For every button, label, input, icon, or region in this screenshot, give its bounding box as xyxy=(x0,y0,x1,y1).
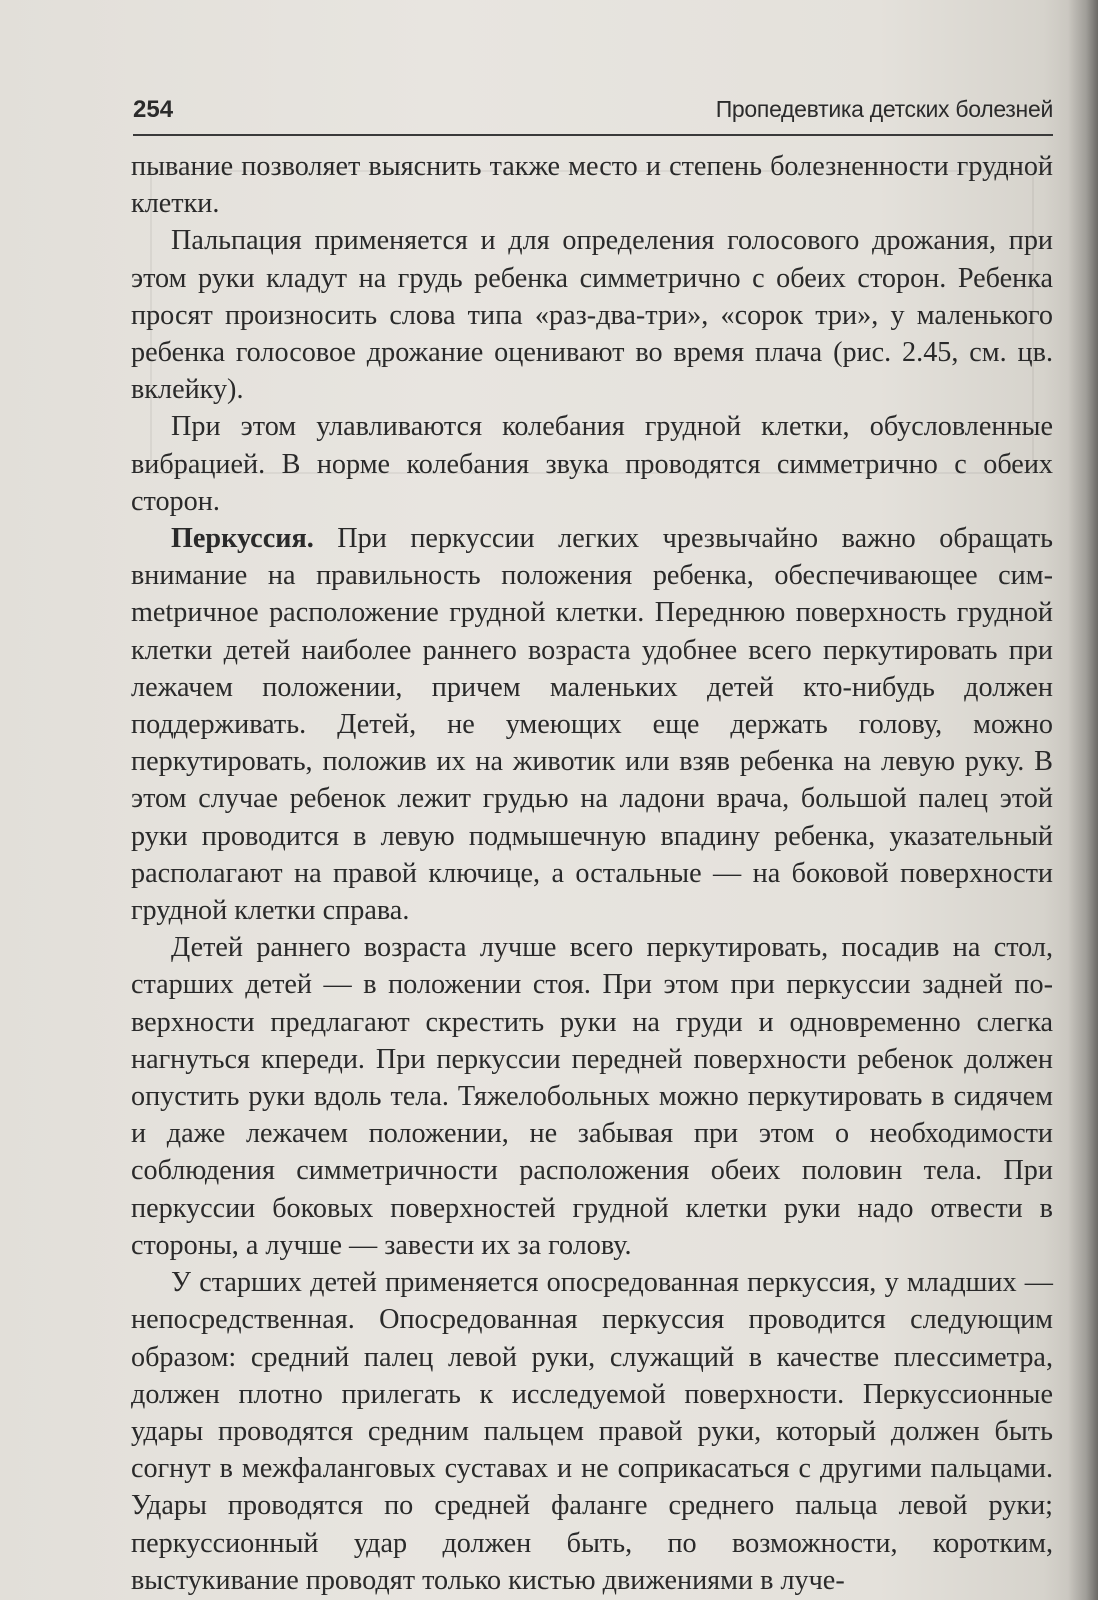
running-title: Пропедевтика детских болезней xyxy=(715,96,1053,122)
section-run-in-heading: Перкуссия. xyxy=(171,523,314,555)
page-edge-shadow xyxy=(1068,0,1098,1600)
paragraph xyxy=(131,520,1053,929)
paragraph-text: У старших детей применяется опосредованная перкуссия, у младших — непосредственная. Опосредованная перкуссия проводится следующим образом: средний палец левой руки, служащий в качестве плессиметра, должен плотно прилегать к исследуемой поверхности. Перкуссионные удары проводятся средним пальцем правой руки, который должен быть согнут в межфаланговых суставах и не соприкасаться с другими пальцами. Удары проводятся по средней фаланге среднего пальца левой руки; перкуссионный удар должен быть, по возможности, коротким, выстукивание проводят только кистью движениями в луче- xyxy=(131,1267,1053,1596)
paragraph-text: При этом улавливаются колебания грудной клетки, обусловленные вибрацией. В норме колебания звука проводятся симметрично с обеих сторон. xyxy=(131,411,1053,517)
paragraph-text: При перкуссии легких чрезвычайно важно обращать внимание на правильность положения ребенка, обеспечивающее симmetричное расположение грудной клетки. Переднюю поверхность грудной клетки детей наиболее раннего возраста удобнее всего перкутировать при лежачем положении, причем маленьких детей кто-нибудь должен поддерживать. Детей, не умеющих еще держать голову, можно перкутировать, положив их на животик или взяв ребенка на левую руку. В этом случае ребенок лежит грудью на ладони врача, большой палец этой руки проводится в левую подмышечную впадину ребенка, указательный располагают на правой ключице, а остальные — на боковой поверхности грудной клетки справа. xyxy=(131,523,1053,927)
body-text xyxy=(131,148,1053,1599)
paragraph xyxy=(131,1264,1053,1599)
paragraph xyxy=(131,929,1053,1264)
paragraph-text: Пальпация применяется и для определения голосового дрожания, при этом руки кладут на грудь ребенка симметрично с обеих сторон. Ребенка просят произносить слова типа «раз-два-три», «сорок три», у маленького ребенка голосовое дрожание оценивают во время плача (рис. 2.45, см. цв. вклейку). xyxy=(131,225,1053,406)
page-number: 254 xyxy=(133,96,174,123)
paragraph-text: пывание позволяет выяснить также место и степень болезненности грудной клетки. xyxy=(131,151,1053,220)
paragraph xyxy=(131,408,1053,520)
page-header xyxy=(133,90,1053,136)
paragraph xyxy=(131,148,1053,222)
paragraph xyxy=(131,222,1053,408)
paragraph-text: Детей раннего возраста лучше всего перкутировать, посадив на стол, старших детей — в положении стоя. При этом при перкуссии задней поверхности предлагают скрестить руки на груди и одновременно слегка нагнуться кпереди. При перкуссии передней поверхности ребенок должен опустить руки вдоль тела. Тяжелобольных можно перкутировать в сидячем и даже лежачем положении, не забывая при этом о необходимости соблюдения симметричности расположения обеих половин тела. При перкуссии боковых поверхностей грудной клетки руки надо отвести в стороны, а лучше — завести их за голову. xyxy=(131,932,1053,1261)
